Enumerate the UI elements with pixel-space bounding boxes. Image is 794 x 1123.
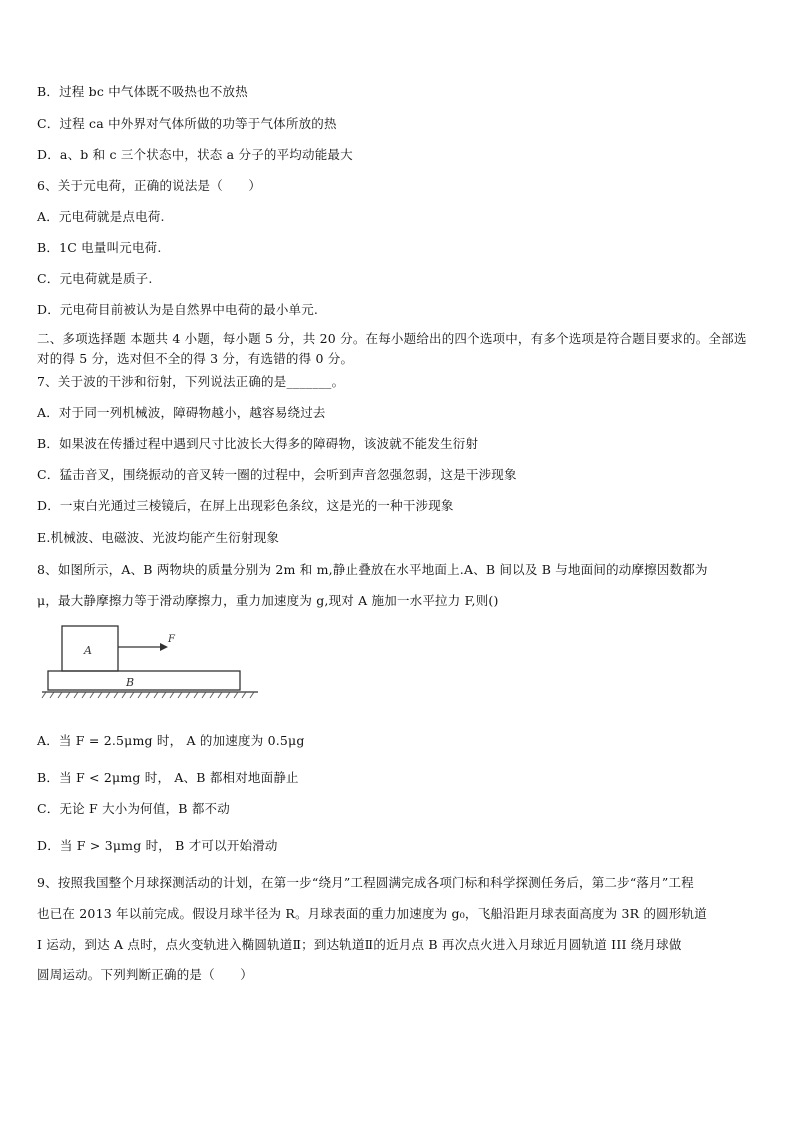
block-b-label: B: [126, 676, 135, 689]
q8-option-a: A．当 F = 2.5μmg 时， A 的加速度为 0.5μg: [37, 733, 305, 748]
q6-option-d: D．元电荷目前被认为是自然界中电荷的最小单元.: [37, 302, 319, 317]
q8-option-b: B．当 F < 2μmg 时， A、B 都相对地面静止: [37, 770, 299, 785]
block-b: [48, 671, 240, 690]
question-8-line-1: 8、如图所示，A、B 两物块的质量分别为 2m 和 m,静止叠放在水平地面上.A、B 间以及 B 与地面间的动摩擦因数都为: [37, 562, 708, 577]
force-label: F: [168, 634, 175, 645]
q7-option-c: C．猛击音叉，围绕振动的音叉转一圈的过程中，会听到声音忽强忽弱，这是干涉现象: [37, 467, 517, 482]
line-c-ca: C．过程 ca 中外界对气体所做的功等于气体所放的热: [37, 116, 337, 131]
q6-option-b: B．1C 电量叫元电荷.: [37, 240, 162, 255]
ground-hatch: [42, 692, 254, 698]
question-9-line-1: 9、按照我国整个月球探测活动的计划，在第一步“绕月”工程圆满完成各项门标和科学探测任务后，第二步“落月”工程: [37, 875, 694, 890]
q6-option-c: C．元电荷就是质子.: [37, 271, 153, 286]
q6-option-a: A．元电荷就是点电荷.: [37, 209, 165, 224]
question-9-line-4: 圆周运动。下列判断正确的是（ ）: [37, 967, 253, 982]
block-a-label: A: [84, 644, 92, 657]
q7-option-a: A．对于同一列机械波，障碍物越小，越容易绕过去: [37, 405, 326, 420]
q7-option-b: B．如果波在传播过程中遇到尺寸比波长大得多的障碍物，该波就不能发生衍射: [37, 436, 479, 451]
line-b-bc: B．过程 bc 中气体既不吸热也不放热: [37, 84, 248, 99]
blocks-diagram: [40, 620, 265, 705]
question-9-line-3: I 运动，到达 A 点时，点火变轨进入椭圆轨道Ⅱ；到达轨道Ⅱ的近月点 B 再次点火进入月球近月圆轨道 III 绕月球做: [37, 937, 682, 952]
question-9-line-2: 也已在 2013 年以前完成。假设月球半径为 R。月球表面的重力加速度为 g₀，飞船沿距月球表面高度为 3R 的圆形轨道: [37, 906, 707, 921]
q7-option-e: E.机械波、电磁波、光波均能产生衍射现象: [37, 530, 280, 545]
question-6: 6、关于元电荷，正确的说法是（ ）: [37, 178, 262, 193]
section-2-heading: 二、多项选择题 本题共 4 小题，每小题 5 分，共 20 分。在每小题给出的四个选项中，有多个选项是符合题目要求的。全部选对的得 5 分，选对但不全的得 3 分，有选错的得 0 分。: [37, 331, 747, 366]
q7-option-d: D．一束白光通过三棱镜后，在屏上出现彩色条纹，这是光的一种干涉现象: [37, 498, 454, 513]
q8-option-c: C．无论 F 大小为何值，B 都不动: [37, 801, 230, 816]
question-8-line-2: μ，最大静摩擦力等于滑动摩擦力，重力加速度为 g,现对 A 施加一水平拉力 F,则(): [37, 593, 499, 608]
line-d-abc: D．a、b 和 c 三个状态中，状态 a 分子的平均动能最大: [37, 147, 353, 162]
question-7: 7、关于波的干涉和衍射，下列说法正确的是_______。: [37, 374, 345, 389]
q8-option-d: D．当 F > 3μmg 时， B 才可以开始滑动: [37, 838, 278, 853]
